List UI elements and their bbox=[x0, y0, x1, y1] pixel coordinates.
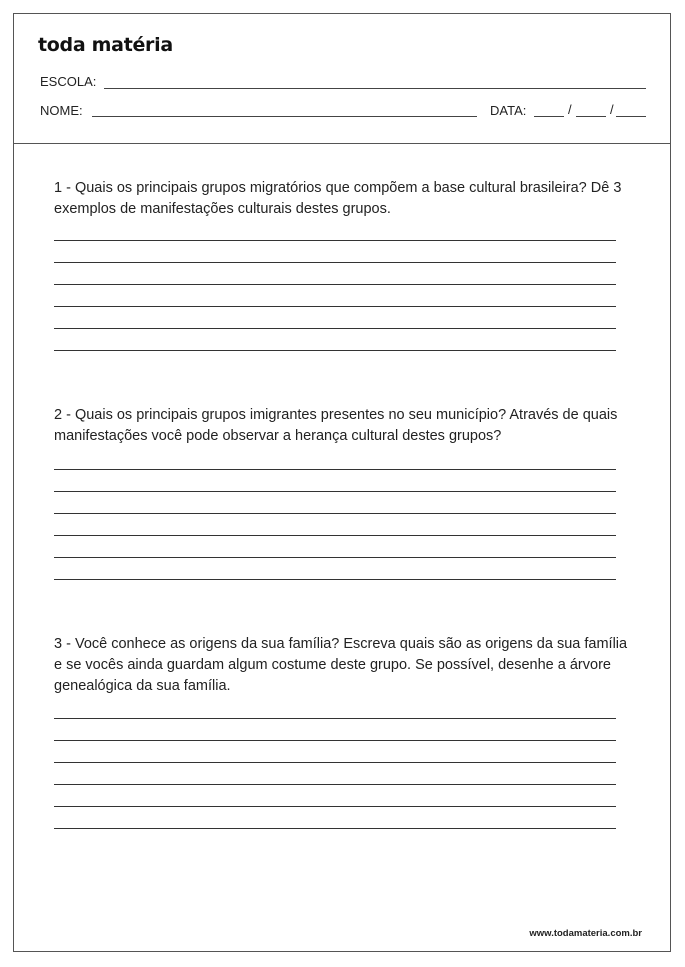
answer-line[interactable] bbox=[54, 762, 616, 763]
answer-line[interactable] bbox=[54, 350, 616, 351]
question-2: 2 - Quais os principais grupos imigrantes presentes no seu município? Através de quais manifestações você pode observar a herança cultural destes grupos? bbox=[54, 407, 618, 444]
answer-line[interactable] bbox=[54, 284, 616, 285]
date-year-field[interactable] bbox=[616, 116, 646, 117]
answer-line[interactable] bbox=[54, 328, 616, 329]
answer-line[interactable] bbox=[54, 806, 616, 807]
brand-logo: toda matéria bbox=[38, 34, 173, 56]
answer-line[interactable] bbox=[54, 262, 616, 263]
footer-url: www.todamateria.com.br bbox=[529, 928, 642, 939]
question-1: 1 - Quais os principais grupos migratórios que compõem a base cultural brasileira? Dê 3 exemplos de manifestações culturais destes grupos. bbox=[54, 180, 622, 217]
question-3: 3 - Você conhece as origens da sua família? Escreva quais são as origens da sua família e se vocês ainda guardam algum costume deste grupo. Se possível, desenhe a árvore genealógica da sua família. bbox=[54, 636, 628, 694]
answer-line[interactable] bbox=[54, 784, 616, 785]
date-month-field[interactable] bbox=[576, 116, 606, 117]
answer-line[interactable] bbox=[54, 579, 616, 580]
date-day-field[interactable] bbox=[534, 116, 564, 117]
answer-line[interactable] bbox=[54, 469, 616, 470]
answer-line[interactable] bbox=[54, 535, 616, 536]
answer-line[interactable] bbox=[54, 828, 616, 829]
school-label: ESCOLA: bbox=[40, 74, 97, 89]
answer-line[interactable] bbox=[54, 306, 616, 307]
answer-line[interactable] bbox=[54, 240, 616, 241]
answer-line[interactable] bbox=[54, 740, 616, 741]
answer-line[interactable] bbox=[54, 513, 616, 514]
answer-line[interactable] bbox=[54, 718, 616, 719]
school-field[interactable] bbox=[104, 88, 646, 89]
name-label: NOME: bbox=[40, 103, 83, 118]
date-separator: / bbox=[568, 102, 572, 117]
worksheet-header bbox=[14, 14, 670, 144]
answer-line[interactable] bbox=[54, 557, 616, 558]
name-field[interactable] bbox=[92, 116, 477, 117]
date-label: DATA: bbox=[490, 103, 527, 118]
worksheet bbox=[13, 13, 671, 952]
answer-line[interactable] bbox=[54, 491, 616, 492]
date-separator: / bbox=[610, 102, 614, 117]
